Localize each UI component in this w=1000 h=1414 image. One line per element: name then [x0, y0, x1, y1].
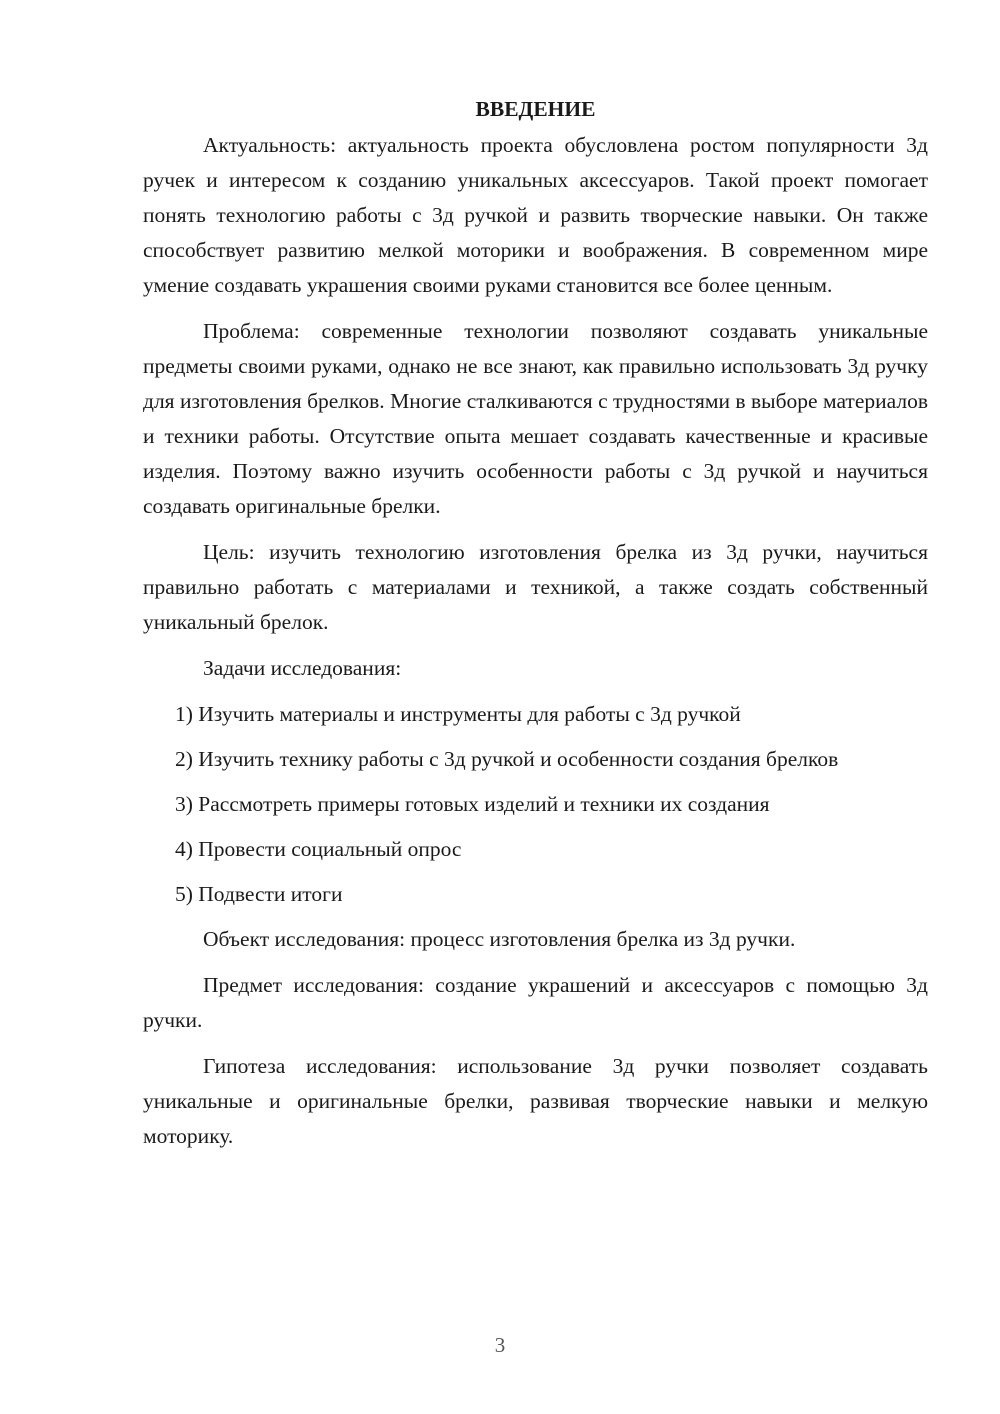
section-title: ВВЕДЕНИЕ — [475, 97, 596, 121]
task-item-5: 5) Подвести итоги — [175, 882, 343, 906]
paragraph-relevance: Актуальность: актуальность проекта обусловлена ростом популярности 3д ручек и интересом к созданию уникальных аксессуаров. Такой проект помогает понять технологию работы с 3д ручкой и развить творческие навыки. Он также способствует развитию мелкой моторики и воображения. В современном мире умение создавать украшения своими руками становится все более ценным. — [143, 133, 928, 297]
task-item-2: 2) Изучить технику работы с 3д ручкой и особенности создания брелков — [175, 747, 839, 771]
task-item-3: 3) Рассмотреть примеры готовых изделий и техники их создания — [175, 792, 770, 816]
paragraph-goal: Цель: изучить технологию изготовления брелка из 3д ручки, научиться правильно работать с материалами и техникой, а также создать собственный уникальный брелок. — [143, 540, 928, 634]
paragraph-subject: Предмет исследования: создание украшений и аксессуаров с помощью 3д ручки. — [143, 973, 928, 1032]
paragraph-problem: Проблема: современные технологии позволяют создавать уникальные предметы своими руками, однако не все знают, как правильно использовать 3д ручку для изготовления брелков. Многие сталкиваются с трудностями в выборе материалов и техники работы. Отсутствие опыта мешает создавать качественные и красивые изделия. Поэтому важно изучить особенности работы с 3д ручкой и научиться создавать оригинальные брелки. — [143, 319, 928, 518]
page-number: 3 — [494, 1333, 506, 1357]
paragraph-hypothesis: Гипотеза исследования: использование 3д ручки позволяет создавать уникальные и оригинальные брелки, развивая творческие навыки и мелкую моторику. — [143, 1054, 928, 1148]
page-content — [143, 92, 928, 1165]
task-item-4: 4) Провести социальный опрос — [175, 837, 462, 861]
tasks-heading: Задачи исследования: — [203, 656, 402, 680]
task-item-1: 1) Изучить материалы и инструменты для работы с 3д ручкой — [175, 702, 741, 726]
paragraph-object: Объект исследования: процесс изготовления брелка из 3д ручки. — [203, 927, 796, 951]
